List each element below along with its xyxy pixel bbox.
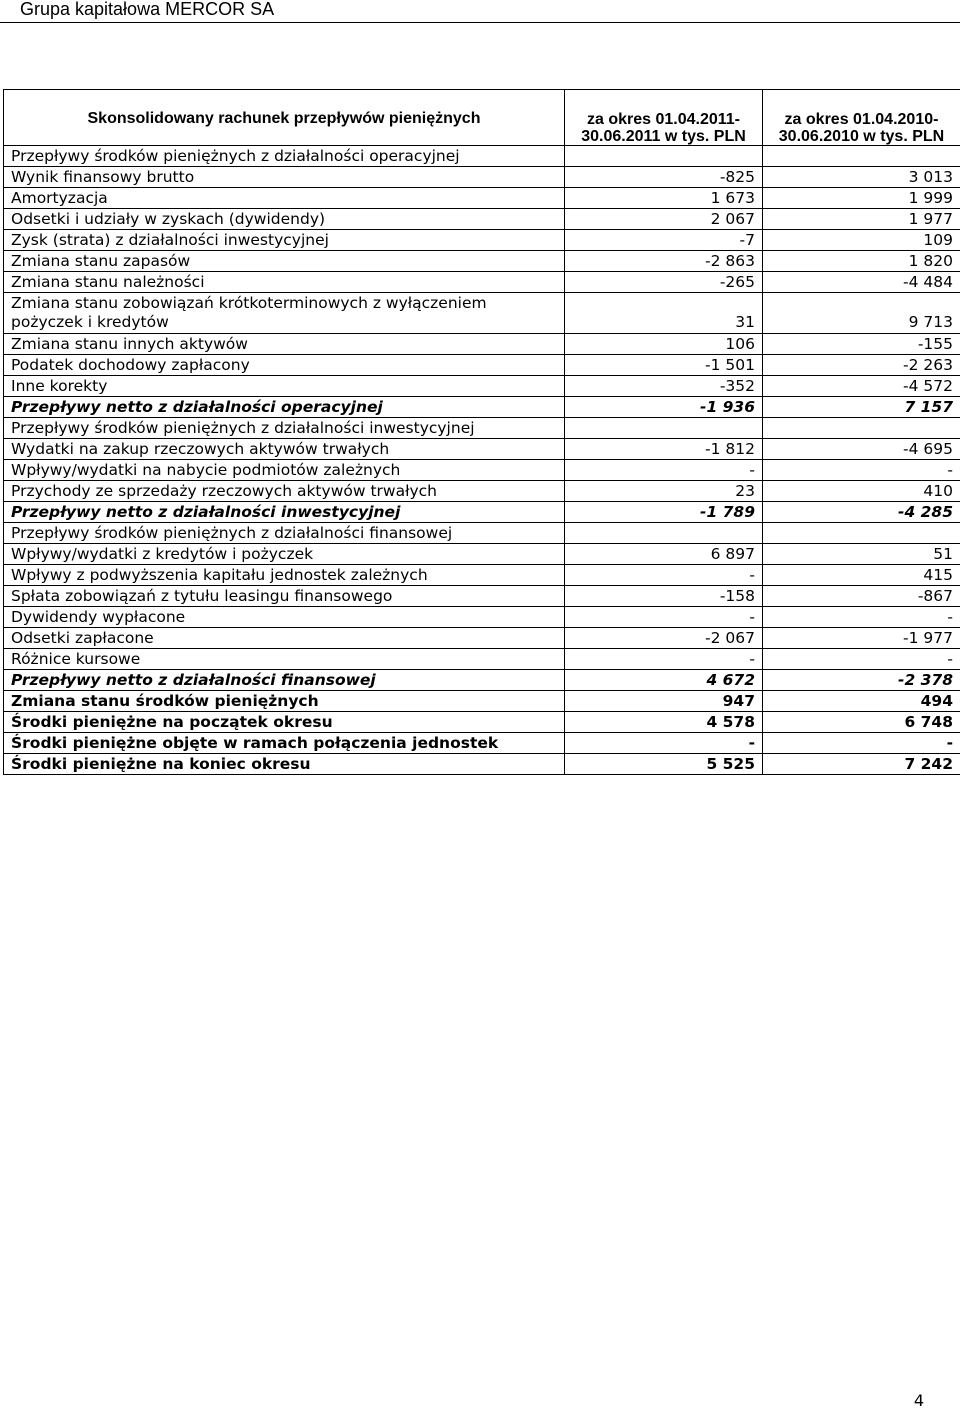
row-label: Środki pieniężne na koniec okresu (4, 754, 565, 775)
table-row (4, 670, 960, 691)
value-current-period: -1 501 (565, 355, 763, 376)
value-current-period: 106 (565, 334, 763, 355)
row-label: Wynik finansowy brutto (4, 167, 565, 188)
row-label: Inne korekty (4, 376, 565, 397)
value-previous-period: -4 285 (763, 502, 960, 523)
table-row (4, 376, 960, 397)
table-header-row (4, 90, 960, 146)
value-current-period: - (565, 733, 763, 754)
value-previous-period: 7 157 (763, 397, 960, 418)
value-current-period: -265 (565, 272, 763, 293)
value-current-period: - (565, 607, 763, 628)
row-label: Wydatki na zakup rzeczowych aktywów trwałych (4, 439, 565, 460)
value-previous-period (763, 146, 960, 167)
row-label: Przepływy środków pieniężnych z działalności operacyjnej (4, 146, 565, 167)
value-previous-period: -867 (763, 586, 960, 607)
value-previous-period: 6 748 (763, 712, 960, 733)
value-current-period: -7 (565, 230, 763, 251)
value-previous-period (763, 418, 960, 439)
table-row (4, 272, 960, 293)
value-previous-period: 7 242 (763, 754, 960, 775)
value-current-period: - (565, 460, 763, 481)
row-label: Zmiana stanu innych aktywów (4, 334, 565, 355)
value-current-period: 23 (565, 481, 763, 502)
value-current-period: 1 673 (565, 188, 763, 209)
column-header-previous-period: za okres 01.04.2010-30.06.2010 w tys. PLN (763, 90, 960, 146)
table-row (4, 628, 960, 649)
column-header-current-period: za okres 01.04.2011-30.06.2011 w tys. PLN (565, 90, 763, 146)
row-label: Podatek dochodowy zapłacony (4, 355, 565, 376)
value-previous-period: 1 820 (763, 251, 960, 272)
value-previous-period (763, 523, 960, 544)
table-row (4, 481, 960, 502)
value-current-period: 947 (565, 691, 763, 712)
table-row (4, 649, 960, 670)
value-current-period: 2 067 (565, 209, 763, 230)
row-label: Różnice kursowe (4, 649, 565, 670)
value-current-period (565, 418, 763, 439)
table-row (4, 355, 960, 376)
row-label: Odsetki zapłacone (4, 628, 565, 649)
row-label: Przepływy netto z działalności operacyjnej (4, 397, 565, 418)
table-row (4, 439, 960, 460)
table-row (4, 712, 960, 733)
row-label: Zmiana stanu zapasów (4, 251, 565, 272)
table-row (4, 460, 960, 481)
value-previous-period: -4 572 (763, 376, 960, 397)
row-label: Dywidendy wypłacone (4, 607, 565, 628)
row-label: Wpływy z podwyższenia kapitału jednostek zależnych (4, 565, 565, 586)
table-row (4, 397, 960, 418)
row-label: Środki pieniężne objęte w ramach połączenia jednostek (4, 733, 565, 754)
value-current-period: -1 789 (565, 502, 763, 523)
value-previous-period: 1 999 (763, 188, 960, 209)
value-current-period: 4 672 (565, 670, 763, 691)
value-previous-period: -155 (763, 334, 960, 355)
value-previous-period: -4 695 (763, 439, 960, 460)
row-label: Zmiana stanu środków pieniężnych (4, 691, 565, 712)
table-row (4, 502, 960, 523)
table-row (4, 230, 960, 251)
value-previous-period: - (763, 649, 960, 670)
table-row (4, 754, 960, 775)
table-row (4, 188, 960, 209)
row-label: Zmiana stanu zobowiązań krótkoterminowych z wyłączeniem pożyczek i kredytów (4, 293, 565, 334)
value-previous-period: - (763, 733, 960, 754)
value-current-period: 6 897 (565, 544, 763, 565)
value-previous-period: 51 (763, 544, 960, 565)
value-current-period: -825 (565, 167, 763, 188)
value-previous-period: - (763, 460, 960, 481)
table-title: Skonsolidowany rachunek przepływów pieniężnych (4, 90, 565, 146)
table-row (4, 544, 960, 565)
value-previous-period: -2 263 (763, 355, 960, 376)
table-row (4, 293, 960, 334)
value-current-period: - (565, 565, 763, 586)
header-rule (0, 22, 960, 23)
value-previous-period: -2 378 (763, 670, 960, 691)
row-label: Zysk (strata) z działalności inwestycyjnej (4, 230, 565, 251)
table-row (4, 209, 960, 230)
value-previous-period: -1 977 (763, 628, 960, 649)
value-current-period: -2 067 (565, 628, 763, 649)
table-row (4, 565, 960, 586)
value-current-period: 5 525 (565, 754, 763, 775)
value-previous-period: 410 (763, 481, 960, 502)
value-previous-period: 494 (763, 691, 960, 712)
value-previous-period: -4 484 (763, 272, 960, 293)
page-number: 4 (914, 1391, 924, 1410)
value-previous-period: 1 977 (763, 209, 960, 230)
value-previous-period: 415 (763, 565, 960, 586)
value-current-period: -2 863 (565, 251, 763, 272)
value-previous-period: - (763, 607, 960, 628)
table-row (4, 691, 960, 712)
table-row (4, 733, 960, 754)
value-current-period: -1 936 (565, 397, 763, 418)
value-current-period: - (565, 649, 763, 670)
row-label: Przepływy netto z działalności finansowej (4, 670, 565, 691)
row-label: Przepływy środków pieniężnych z działalności finansowej (4, 523, 565, 544)
table-row (4, 607, 960, 628)
row-label: Przepływy netto z działalności inwestycyjnej (4, 502, 565, 523)
row-label: Przepływy środków pieniężnych z działalności inwestycyjnej (4, 418, 565, 439)
value-current-period: 4 578 (565, 712, 763, 733)
value-previous-period: 3 013 (763, 167, 960, 188)
row-label: Przychody ze sprzedaży rzeczowych aktywów trwałych (4, 481, 565, 502)
row-label: Wpływy/wydatki z kredytów i pożyczek (4, 544, 565, 565)
table-row (4, 334, 960, 355)
row-label: Zmiana stanu należności (4, 272, 565, 293)
table-row (4, 251, 960, 272)
value-current-period (565, 523, 763, 544)
value-current-period: -158 (565, 586, 763, 607)
row-label: Środki pieniężne na początek okresu (4, 712, 565, 733)
value-current-period: 31 (565, 293, 763, 334)
table-row (4, 586, 960, 607)
row-label: Wpływy/wydatki na nabycie podmiotów zależnych (4, 460, 565, 481)
row-label: Odsetki i udziały w zyskach (dywidendy) (4, 209, 565, 230)
company-header: Grupa kapitałowa MERCOR SA (20, 0, 274, 20)
table-row (4, 167, 960, 188)
value-current-period (565, 146, 763, 167)
value-current-period: -1 812 (565, 439, 763, 460)
row-label: Amortyzacja (4, 188, 565, 209)
row-label: Spłata zobowiązań z tytułu leasingu finansowego (4, 586, 565, 607)
value-previous-period: 109 (763, 230, 960, 251)
section-header-row (4, 418, 960, 439)
value-previous-period: 9 713 (763, 293, 960, 334)
value-current-period: -352 (565, 376, 763, 397)
section-header-row (4, 523, 960, 544)
cash-flow-table (3, 89, 960, 775)
section-header-row (4, 146, 960, 167)
